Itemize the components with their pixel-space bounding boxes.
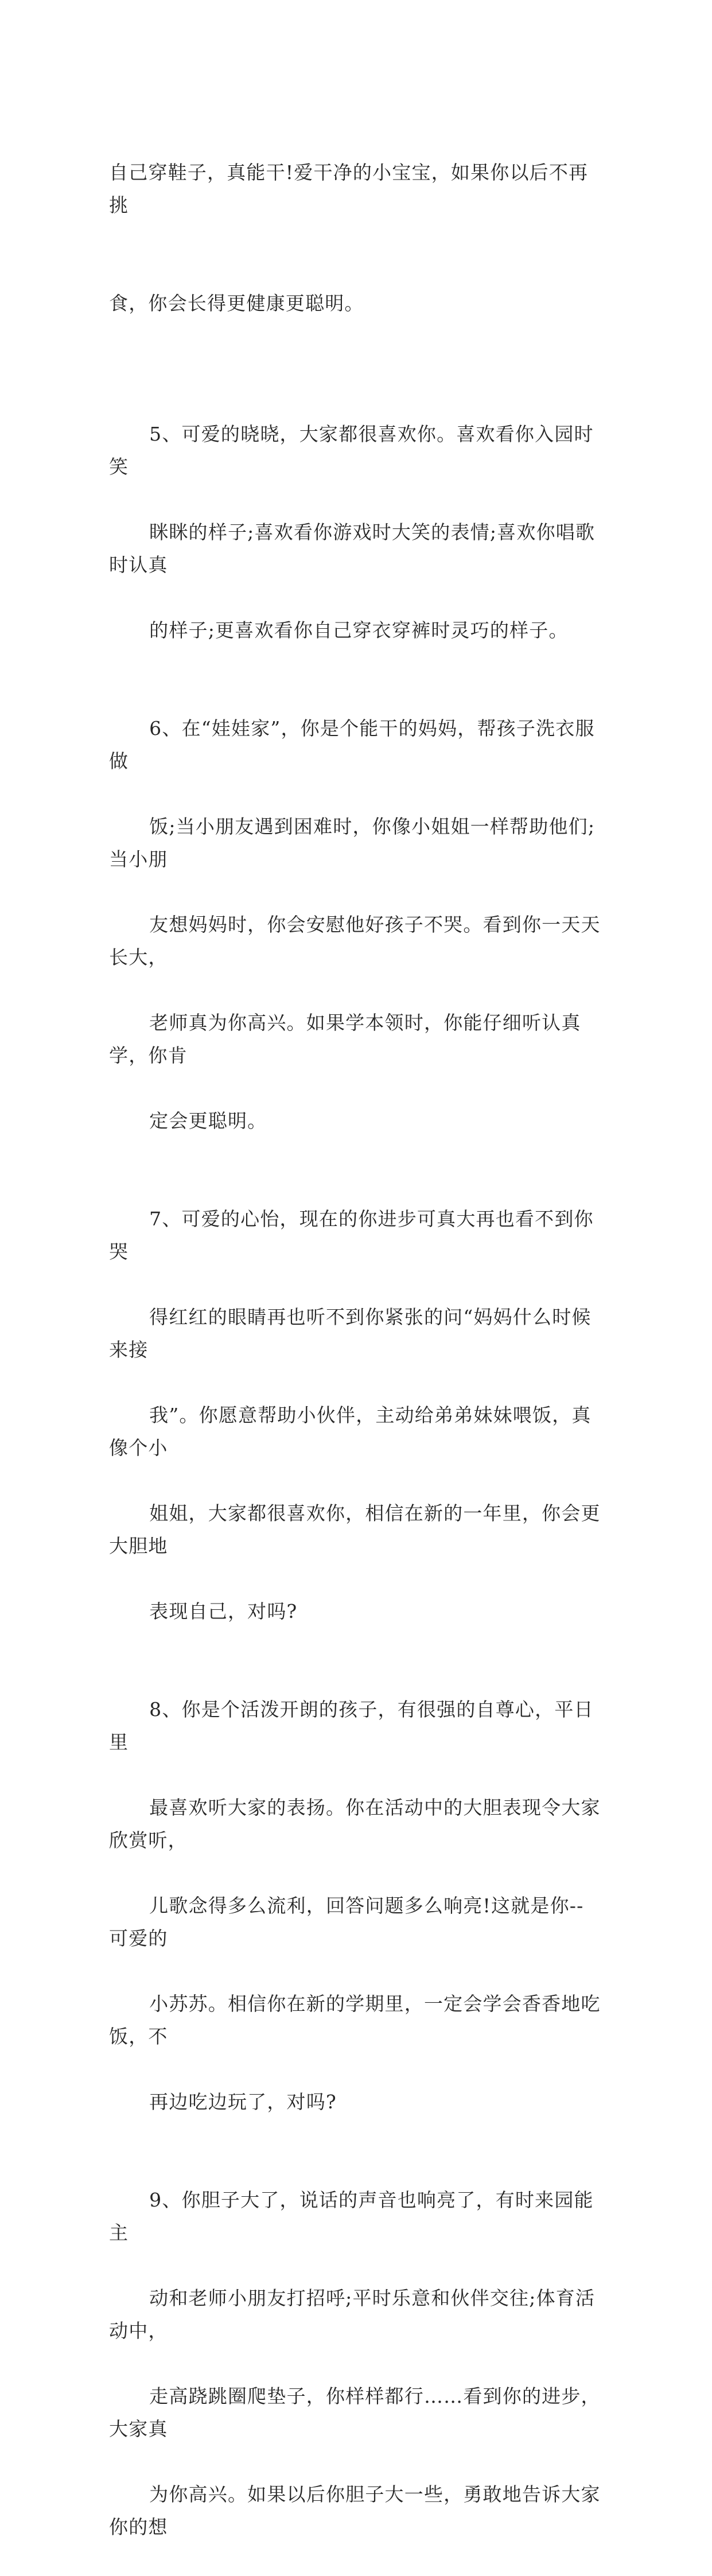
text-line: 走高跷跳圈爬垫子，你样样都行……看到你的进步，大家真 xyxy=(109,2385,601,2440)
text-line: 动和老师小朋友打招呼;平时乐意和伙伴交往;体育活动中， xyxy=(109,2287,596,2342)
text-line: 自己穿鞋子，真能干!爱干净的小宝宝，如果你以后不再挑 xyxy=(109,161,589,216)
text-line: 姐姐，大家都很喜欢你，相信在新的一年里，你会更大胆地 xyxy=(109,1502,601,1557)
paragraph-item-7 xyxy=(109,1170,602,1660)
text-line: 小苏苏。相信你在新的学期里，一定会学会香香地吃饭，不 xyxy=(109,1993,601,2048)
text-line: 饭;当小朋友遇到困难时，你像小姐姐一样帮助他们;当小朋 xyxy=(109,815,596,870)
paragraph-item-6 xyxy=(109,679,602,1170)
text-line: 得红红的眼睛再也听不到你紧张的问“妈妈什么时候来接 xyxy=(109,1306,592,1361)
text-line: 的样子;更喜欢看你自己穿衣穿裤时灵巧的样子。 xyxy=(149,619,569,641)
text-line: 定会更聪明。 xyxy=(149,1110,267,1132)
text-line: 9、你胆子大了，说话的声音也响亮了，有时来园能主 xyxy=(109,2189,594,2244)
text-line: 食，你会长得更健康更聪明。 xyxy=(109,292,364,314)
text-line: 为你高兴。如果以后你胆子大一些，勇敢地告诉大家你的想 xyxy=(109,2483,601,2538)
paragraph-continuation xyxy=(109,91,602,385)
paragraph-item-8 xyxy=(109,1660,602,2151)
text-line: 友想妈妈时，你会安慰他好孩子不哭。看到你一天天长大， xyxy=(109,913,601,968)
paragraph-item-5 xyxy=(109,385,602,679)
document-body xyxy=(109,91,602,2576)
text-line: 5、可爱的晓晓，大家都很喜欢你。喜欢看你入园时笑 xyxy=(109,423,594,478)
text-line: 眯眯的样子;喜欢看你游戏时大笑的表情;喜欢你唱歌时认真 xyxy=(109,521,596,576)
text-line: 我”。你愿意帮助小伙伴，主动给弟弟妹妹喂饭，真像个小 xyxy=(109,1404,592,1459)
paragraph-item-9 xyxy=(109,2151,602,2576)
text-line: 7、可爱的心怡，现在的你进步可真大再也看不到你哭 xyxy=(109,1208,594,1263)
text-line: 儿歌念得多么流利，回答问题多么响亮!这就是你--可爱的 xyxy=(109,1894,584,1949)
text-line: 最喜欢听大家的表扬。你在活动中的大胆表现令大家欣赏听， xyxy=(109,1796,601,1851)
text-line: 8、你是个活泼开朗的孩子，有很强的自尊心，平日里 xyxy=(109,1698,594,1753)
text-line: 老师真为你高兴。如果学本领时，你能仔细听认真学，你肯 xyxy=(109,1011,581,1067)
text-line: 再边吃边玩了，对吗? xyxy=(149,2091,337,2113)
text-line: 6、在“娃娃家”，你是个能干的妈妈，帮孩子洗衣服做 xyxy=(109,717,595,772)
text-line: 表现自己，对吗? xyxy=(149,1600,298,1622)
